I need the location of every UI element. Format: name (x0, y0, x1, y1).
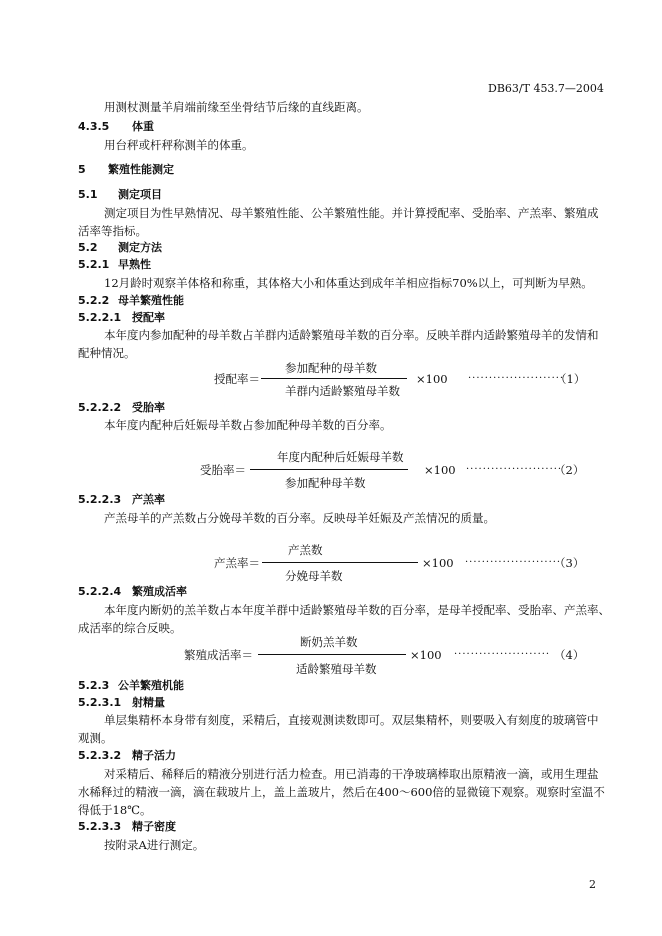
heading-5-2-3 (78, 679, 184, 693)
formula-4-fraction-bar (258, 654, 406, 655)
paragraph-weight: 用台秤或杆秤称测羊的体重。 (104, 138, 254, 152)
heading-5-2-2-3 (78, 493, 165, 507)
heading-4-3-5 (78, 120, 154, 134)
heading-number: 5.2.3 (78, 679, 110, 692)
formula-4-denominator: 适龄繁殖母羊数 (296, 662, 377, 676)
paragraph-5-1-line2: 活率等指标。 (78, 224, 147, 238)
heading-number: 5.2 (78, 241, 98, 254)
heading-title: 产羔率 (132, 493, 165, 506)
heading-title: 繁殖性能测定 (108, 163, 174, 176)
heading-number: 5.2.2 (78, 294, 110, 307)
heading-5-2 (78, 241, 162, 255)
heading-title: 测定方法 (118, 241, 162, 254)
heading-title: 母羊繁殖性能 (118, 294, 184, 307)
heading-5-2-3-2 (78, 749, 176, 763)
formula-4-number: （4） (554, 648, 585, 662)
formula-1-fraction-bar (261, 378, 407, 379)
paragraph-5-2-3-2-line1: 对采精后、稀释后的精液分别进行活力检查。用已消毒的干净玻璃棒取出原精液一滴，或用生理盐 (104, 767, 599, 781)
formula-2-numerator: 年度内配种后妊娠母羊数 (277, 450, 404, 464)
heading-5-1 (78, 188, 162, 202)
heading-5-2-3-1 (78, 696, 165, 710)
heading-number: 5.2.2.1 (78, 311, 122, 324)
heading-number: 5.2.3.2 (78, 749, 122, 762)
paragraph-5-1-line1: 测定项目为性早熟情况、母羊繁殖性能、公羊繁殖性能。并计算授配率、受胎率、产羔率、繁殖成 (104, 206, 599, 220)
heading-title: 受胎率 (132, 401, 165, 414)
formula-2-leader-dots: ······················· (466, 464, 563, 475)
heading-number: 5 (78, 163, 86, 176)
heading-5-2-2-1 (78, 311, 165, 325)
formula-1-denominator: 羊群内适龄繁殖母羊数 (285, 384, 400, 398)
heading-number: 4.3.5 (78, 120, 110, 133)
formula-2-denominator: 参加配种母羊数 (285, 476, 366, 490)
heading-number: 5.2.2.4 (78, 585, 122, 598)
formula-3-fraction-bar (262, 562, 418, 563)
page-number: 2 (589, 878, 596, 891)
formula-3-number: （3） (554, 556, 585, 570)
formula-2-label: 受胎率＝ (200, 463, 246, 477)
heading-number: 5.2.3.3 (78, 820, 122, 833)
paragraph-5-2-3-2-line2: 水稀释过的精液一滴，滴在载玻片上，盖上盖玻片，然后在400～600倍的显微镜下观察。观察时室温不 (78, 785, 605, 799)
heading-title: 授配率 (132, 311, 165, 324)
paragraph-5-2-2-2: 本年度内配种后妊娠母羊数占参加配种母羊数的百分率。 (104, 418, 392, 432)
heading-title: 精子密度 (132, 820, 176, 833)
heading-number: 5.2.2.2 (78, 401, 122, 414)
heading-number: 5.2.1 (78, 258, 110, 271)
heading-5 (78, 163, 174, 177)
heading-number: 5.2.3.1 (78, 696, 122, 709)
formula-3-denominator: 分娩母羊数 (285, 569, 343, 583)
formula-3-numerator: 产羔数 (288, 543, 323, 557)
formula-3-times: ×100 (422, 556, 454, 570)
heading-title: 精子活力 (132, 749, 176, 762)
heading-title: 测定项目 (118, 188, 162, 201)
formula-1-number: （1） (555, 372, 586, 386)
paragraph-measure: 用测杖测量羊肩端前缘至坐骨结节后缘的直线距离。 (104, 100, 369, 114)
heading-title: 体重 (132, 120, 154, 133)
formula-2-fraction-bar (250, 469, 408, 470)
paragraph-5-2-3-2-line3: 得低于18℃。 (78, 803, 152, 817)
heading-title: 公羊繁殖机能 (118, 679, 184, 692)
paragraph-5-2-2-1-line1: 本年度内参加配种的母羊数占羊群内适龄繁殖母羊数的百分率。反映羊群内适龄繁殖母羊的发情和 (104, 328, 599, 342)
heading-title: 射精量 (132, 696, 165, 709)
formula-3-label: 产羔率＝ (214, 556, 260, 570)
paragraph-5-2-2-3: 产羔母羊的产羔数占分娩母羊数的百分率。反映母羊妊娠及产羔情况的质量。 (104, 511, 495, 525)
paragraph-5-2-2-1-line2: 配种情况。 (78, 346, 136, 360)
paragraph-5-2-3-1-line1: 单层集精杯本身带有刻度，采精后，直接观测读数即可。双层集精杯，则要吸入有刻度的玻璃管中 (104, 713, 599, 727)
standard-code: DB63/T 453.7—2004 (488, 82, 604, 95)
formula-3-leader-dots: ······················· (465, 557, 562, 568)
formula-1-times: ×100 (416, 372, 448, 386)
heading-number: 5.1 (78, 188, 98, 201)
heading-5-2-2 (78, 294, 184, 308)
formula-2-number: （2） (554, 463, 585, 477)
formula-4-leader-dots: ······················· (454, 649, 551, 660)
heading-number: 5.2.2.3 (78, 493, 122, 506)
formula-4-times: ×100 (410, 648, 442, 662)
formula-1-numerator: 参加配种的母羊数 (285, 361, 377, 375)
paragraph-5-2-2-4-line2: 成活率的综合反映。 (78, 621, 182, 635)
heading-5-2-1 (78, 258, 151, 272)
heading-5-2-2-4 (78, 585, 187, 599)
heading-title: 早熟性 (118, 258, 151, 271)
paragraph-5-2-1: 12月龄时观察羊体格和称重，其体格大小和体重达到成年羊相应指标70%以上，可判断为早熟。 (104, 276, 593, 290)
heading-5-2-2-2 (78, 401, 165, 415)
formula-1-leader-dots: ······················· (468, 373, 565, 384)
heading-title: 繁殖成活率 (132, 585, 187, 598)
paragraph-5-2-3-3: 按附录A进行测定。 (104, 838, 205, 852)
heading-5-2-3-3 (78, 820, 176, 834)
formula-1-label: 授配率＝ (214, 372, 260, 386)
formula-4-numerator: 断奶羔羊数 (300, 635, 358, 649)
paragraph-5-2-3-1-line2: 观测。 (78, 731, 113, 745)
formula-4-label: 繁殖成活率＝ (184, 648, 253, 662)
paragraph-5-2-2-4-line1: 本年度内断奶的羔羊数占本年度羊群中适龄繁殖母羊数的百分率，是母羊授配率、受胎率、产羔率、 (104, 603, 610, 617)
formula-2-times: ×100 (424, 463, 456, 477)
